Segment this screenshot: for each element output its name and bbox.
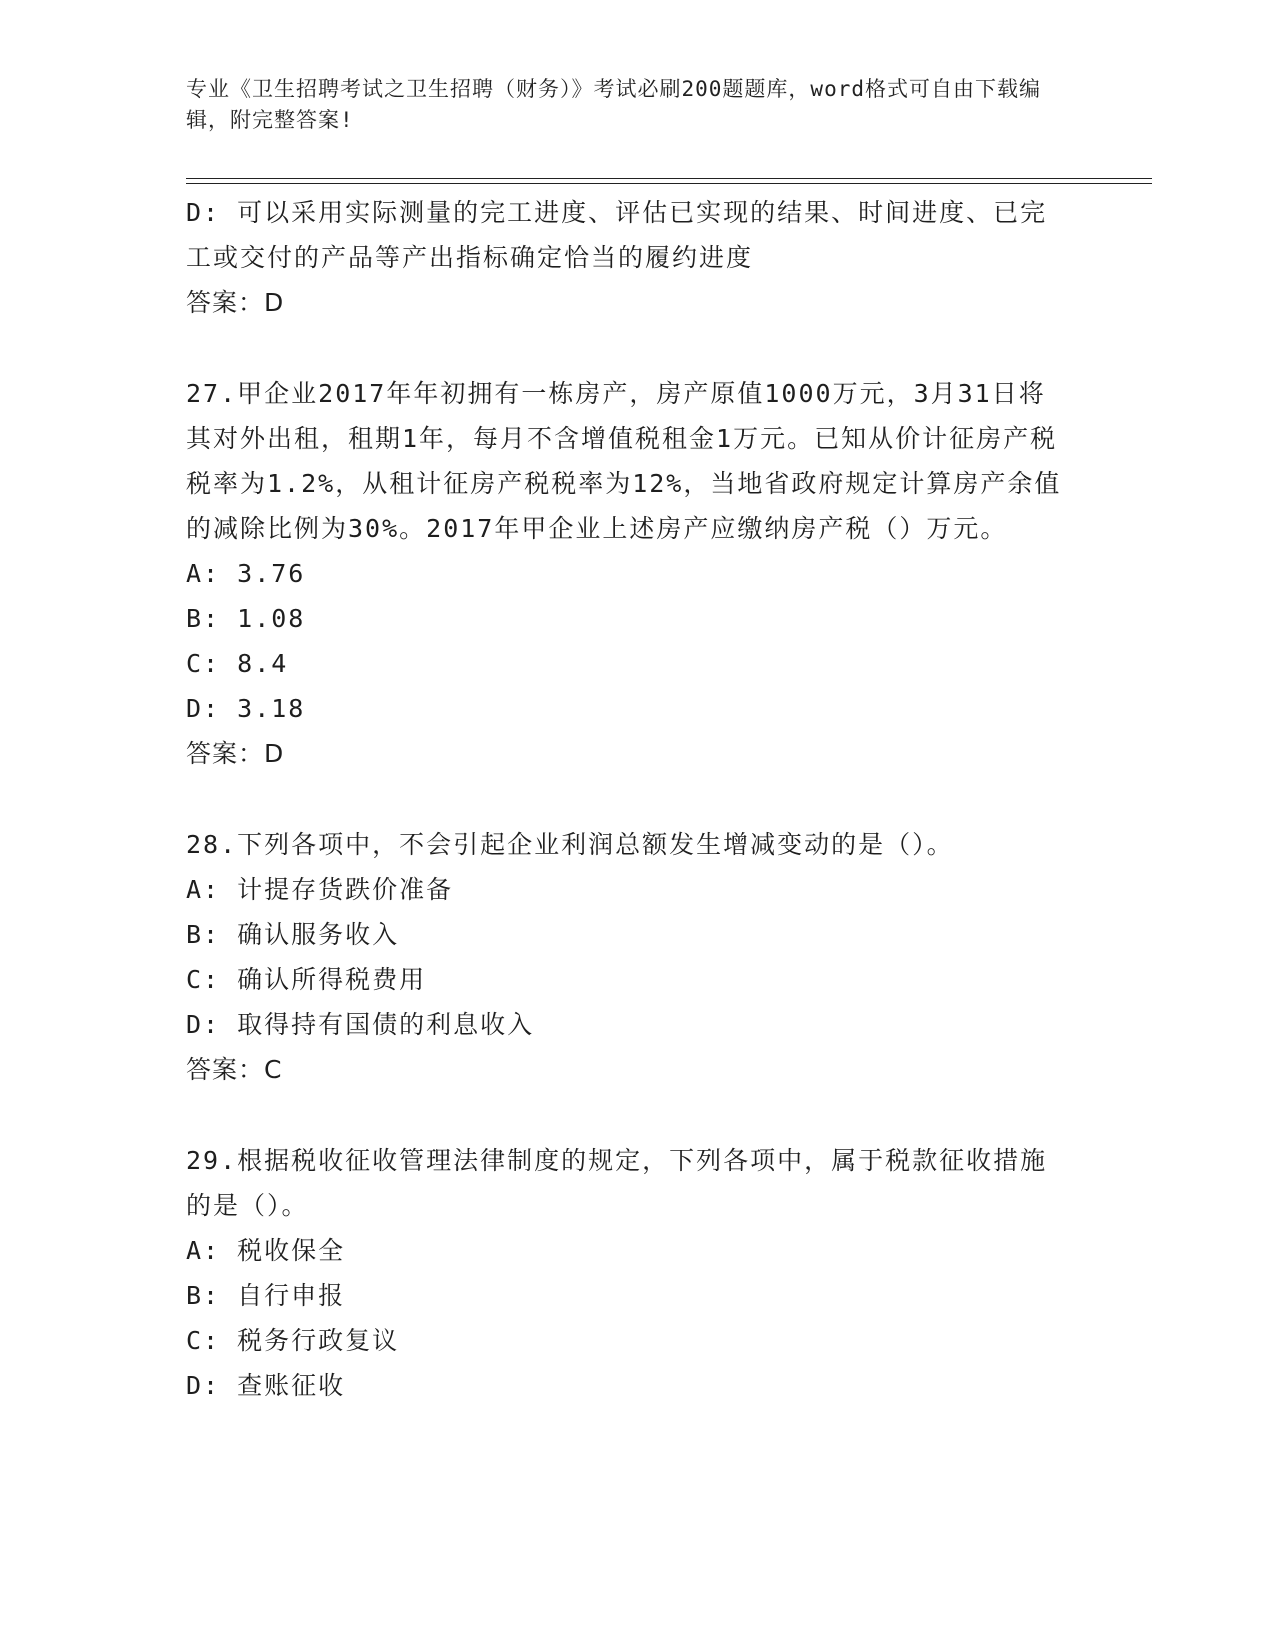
document-header: 专业《卫生招聘考试之卫生招聘（财务）》考试必刷200题题库，word格式可自由下载编辑，附完整答案! (186, 77, 1041, 132)
option-a: A: 3.76 (186, 559, 306, 588)
option-b: B: 确认服务收入 (186, 920, 400, 949)
question-stem: 27.甲企业2017年年初拥有一栋房产，房产原值1000万元，3月31日将其对外出租，租期1年，每月不含增值税租金1万元。已知从价计征房产税税率为1.2%，从租计征房产税税率为12%，当地省政府规定计算房产余值的减除比例为30%。2017年甲企业上述房产应缴纳房产税（）万元。 (186, 379, 1062, 543)
option-c: C: 确认所得税费用 (186, 965, 427, 994)
option-d: D: 3.18 (186, 694, 306, 723)
header-rule-bottom (186, 183, 1152, 184)
option-b: B: 自行申报 (186, 1281, 346, 1310)
option-d: D: 取得持有国债的利息收入 (186, 1010, 535, 1039)
question-answer: 答案：C (186, 1055, 283, 1084)
question-29 (186, 1138, 1066, 1408)
option-a: A: 税收保全 (186, 1236, 346, 1265)
option-b: B: 1.08 (186, 604, 306, 633)
q26-answer: 答案：D (186, 288, 285, 317)
option-c: C: 8.4 (186, 649, 289, 678)
q26-option-d: D: 可以采用实际测量的完工进度、评估已实现的结果、时间进度、已完工或交付的产品等产出指标确定恰当的履约进度 (186, 198, 1048, 272)
option-d: D: 查账征收 (186, 1371, 346, 1400)
header-rule-top (186, 178, 1152, 179)
document-body (186, 190, 1066, 1408)
option-a: A: 计提存货跌价准备 (186, 875, 454, 904)
option-c: C: 税务行政复议 (186, 1326, 400, 1355)
question-answer: 答案：D (186, 739, 285, 768)
question-stem: 28.下列各项中，不会引起企业利润总额发生增减变动的是（）。 (186, 830, 954, 859)
question-28 (186, 822, 1066, 1092)
question-stem: 29.根据税收征收管理法律制度的规定，下列各项中，属于税款征收措施的是（）。 (186, 1146, 1048, 1220)
question-27 (186, 371, 1066, 776)
